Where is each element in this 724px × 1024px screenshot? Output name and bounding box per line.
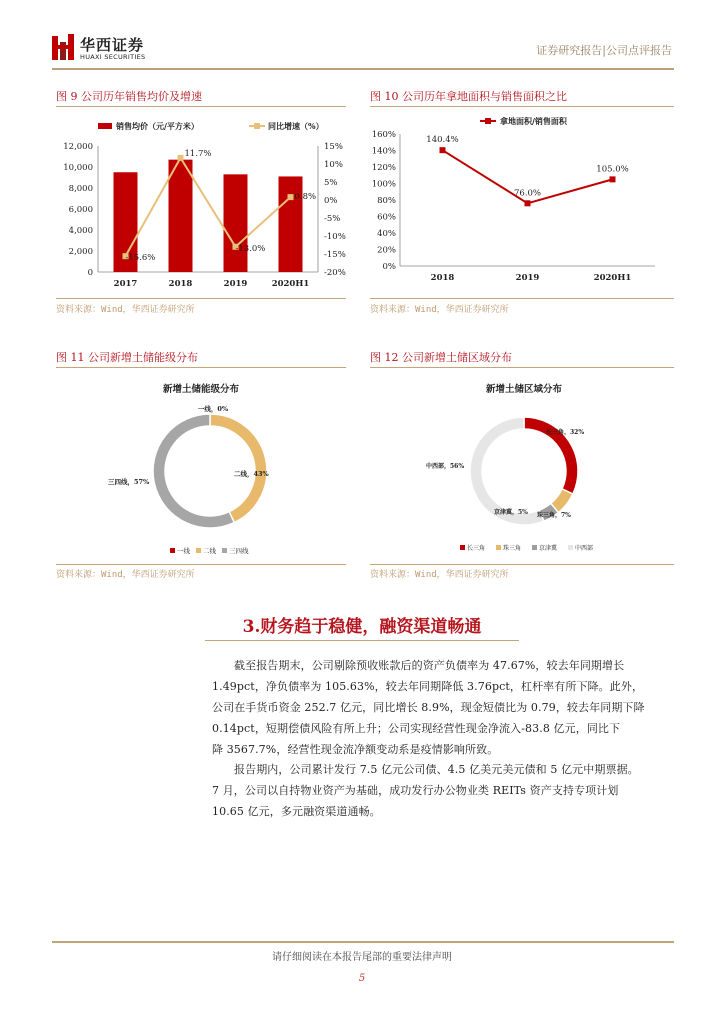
para2-line: 报告期内，公司累计发行 7.5 亿元公司债、4.5 亿美元美元债和 5 亿元中期票据。	[234, 763, 639, 776]
slice-label: 京津冀，5%	[494, 509, 528, 516]
para1-line: 降 3567.7%，经营性现金流净额变动系是疫情影响所致。	[212, 743, 499, 756]
legend-swatch	[532, 545, 537, 550]
legend-label: 一线	[177, 547, 190, 555]
legend-label: 长三角	[467, 545, 486, 552]
fig10-title-line	[370, 106, 674, 107]
legend-swatch	[170, 548, 175, 553]
bar-2020H1	[279, 176, 303, 272]
bar-2018	[169, 160, 193, 272]
y-tick-label: 100%	[371, 179, 396, 190]
legend-swatch	[460, 545, 465, 550]
legend-label: 三四线	[229, 547, 249, 555]
fig11-chart	[56, 370, 346, 562]
fig12-source: 资料来源：Wind，华西证券研究所	[370, 570, 509, 580]
fig11-bottom-line	[56, 564, 346, 565]
slice-label: 一线，0%	[197, 405, 229, 413]
slice-label: 中西部，56%	[426, 463, 465, 470]
company-logo	[52, 34, 74, 66]
fig9-bottom-line	[56, 298, 346, 299]
section-title: 3.财务趋于稳健，融资渠道畅通	[242, 617, 482, 637]
y-tick-label: 140%	[371, 146, 396, 157]
growth-data-label: 0.8%	[294, 192, 317, 203]
ratio-point	[525, 200, 531, 206]
left-tick-label: 8,000	[68, 184, 93, 194]
slice-label: 长三角，32%	[546, 429, 585, 436]
growth-point	[288, 194, 294, 200]
right-tick-label: -20%	[324, 268, 346, 278]
fig9-title: 图 9 公司历年销售均价及增速	[56, 90, 202, 103]
legend-swatch	[196, 548, 201, 553]
legend-swatch	[496, 545, 501, 550]
brand-name-cn: 华西证券	[80, 36, 145, 54]
legend-label: 二线	[203, 547, 216, 555]
x-tick-label: 2018	[430, 273, 455, 283]
para1-line: 截至报告期末，公司剔除预收账款后的资产负债率为 47.67%，较去年同期增长	[234, 659, 625, 672]
fig12-title-line	[370, 367, 674, 368]
x-tick-label: 2019	[515, 273, 540, 283]
right-tick-label: -10%	[324, 232, 346, 242]
right-tick-label: 0%	[324, 196, 338, 206]
x-tick-label: 2017	[113, 279, 138, 289]
footer-disclaimer: 请仔细阅读在本报告尾部的重要法律声明	[272, 952, 452, 963]
left-tick-label: 2,000	[68, 247, 93, 257]
ratio-data-label: 140.4%	[426, 135, 459, 146]
left-tick-label: 4,000	[68, 226, 93, 236]
fig10-title: 图 10 公司历年拿地面积与销售面积之比	[370, 90, 567, 103]
right-tick-label: -5%	[324, 214, 341, 224]
header-divider	[52, 68, 674, 70]
right-tick-label: 15%	[324, 142, 343, 152]
legend-marker	[485, 118, 491, 124]
right-tick-label: 5%	[324, 178, 338, 188]
legend-swatch	[222, 548, 227, 553]
legend-swatch	[568, 545, 573, 550]
legend-marker-growth	[254, 123, 260, 129]
ratio-point	[610, 176, 616, 182]
brand-name-en: HUAXI SECURITIES	[80, 53, 146, 61]
x-tick-label: 2020H1	[593, 273, 632, 283]
fig11-source: 资料来源：Wind，华西证券研究所	[56, 570, 195, 580]
slice-label: 二线，43%	[234, 470, 269, 478]
y-tick-label: 0%	[382, 262, 396, 272]
ratio-point	[440, 147, 446, 153]
paragraph-1	[212, 655, 674, 760]
right-tick-label: 10%	[324, 160, 343, 170]
slice-label: 珠三角，7%	[537, 512, 571, 519]
fig10-bottom-line	[370, 298, 674, 299]
x-tick-label: 2018	[168, 279, 193, 289]
ratio-data-label: 76.0%	[513, 188, 542, 199]
growth-line	[126, 158, 291, 256]
chart-title: 新增土储区域分布	[485, 384, 563, 395]
growth-data-label: 11.7%	[184, 148, 212, 159]
para2-line: 10.65 亿元，多元融资渠道通畅。	[212, 805, 381, 818]
para1-line: 公司在手货币资金 252.7 亿元，同比增长 8.9%，现金短债比为 0.79，较去年同期下降	[212, 701, 645, 714]
fig11-title-line	[56, 367, 346, 368]
fig10-chart	[370, 110, 674, 295]
growth-point	[178, 155, 184, 161]
left-tick-label: 6,000	[68, 205, 93, 215]
logo-icon	[52, 34, 74, 62]
fig10-source: 资料来源：Wind，华西证券研究所	[370, 305, 509, 315]
fig9-source: 资料来源：Wind，华西证券研究所	[56, 305, 195, 315]
y-tick-label: 60%	[377, 212, 396, 223]
ratio-data-label: 105.0%	[596, 164, 629, 175]
y-tick-label: 80%	[377, 196, 396, 206]
left-tick-label: 10,000	[63, 163, 93, 173]
section-title-underline	[205, 640, 519, 641]
legend-swatch-price	[98, 123, 112, 129]
y-tick-label: 40%	[377, 229, 396, 239]
y-tick-label: 120%	[371, 163, 396, 173]
legend-label: 中西部	[575, 545, 594, 552]
fig9-title-line	[56, 106, 346, 107]
left-tick-label: 0	[87, 268, 93, 278]
footer-divider	[52, 941, 674, 943]
para2-line: 7 月，公司以自持物业资产为基础，成功发行办公物业类 REITs 资产支持专项计划	[212, 784, 619, 797]
fig12-bottom-line	[370, 564, 674, 565]
report-type: 证券研究报告|公司点评报告	[536, 44, 672, 57]
legend-label-price: 销售均价（元/平方米）	[116, 121, 199, 131]
growth-data-label: -15.6%	[125, 253, 156, 264]
x-tick-label: 2019	[223, 279, 248, 289]
slice-label: 三四线，57%	[108, 478, 150, 486]
legend-label: 京津冀	[539, 545, 558, 552]
slice-三四线	[153, 414, 234, 528]
fig12-title: 图 12 公司新增土储区域分布	[370, 351, 512, 364]
para1-line: 0.14pct，短期偿债风险有所上升；公司实现经营性现金净流入-83.8 亿元，同比下	[212, 722, 621, 735]
slice-二线	[210, 414, 267, 523]
chart-title: 新增土储能级分布	[162, 384, 240, 395]
growth-data-label: -13.0%	[235, 243, 266, 254]
left-tick-label: 12,000	[63, 142, 93, 152]
fig9-chart	[56, 110, 346, 295]
fig11-title: 图 11 公司新增土储能级分布	[56, 351, 198, 364]
paragraph-2	[212, 759, 674, 822]
legend-label-growth: 同比增速（%）	[268, 121, 324, 131]
y-tick-label: 20%	[377, 245, 396, 256]
y-tick-label: 160%	[371, 130, 396, 140]
fig12-chart	[370, 370, 674, 562]
legend-label: 珠三角	[503, 545, 522, 552]
right-tick-label: -15%	[324, 250, 346, 260]
page-number: 5	[358, 973, 366, 984]
legend-label: 拿地面积/销售面积	[500, 116, 567, 126]
bar-2019	[224, 174, 248, 272]
x-tick-label: 2020H1	[271, 279, 310, 289]
para1-line: 1.49pct，净负债率为 105.63%，较去年同期降低 3.76pct，杠杆率有所下降。此外，	[212, 680, 644, 693]
